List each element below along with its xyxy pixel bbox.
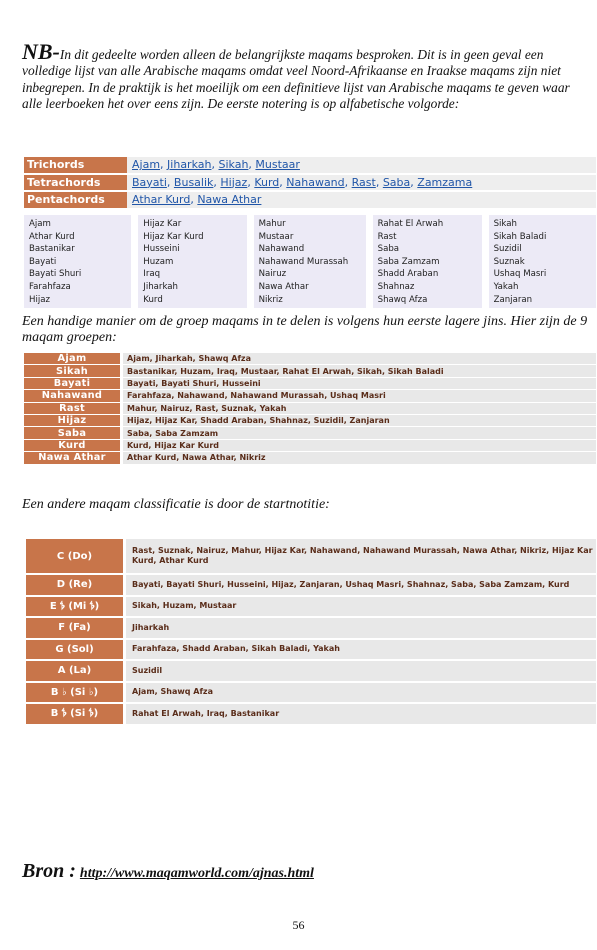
- starting-note-table: [26, 539, 596, 726]
- note-row: [26, 703, 596, 725]
- grid-maqam-name: Shahnaz: [377, 281, 415, 292]
- group-maqams: Mahur, Nairuz, Rast, Suznak, Yakah: [122, 402, 597, 414]
- grid-maqam-name: Zanjaran: [493, 294, 533, 305]
- note-maqams: Sikah, Huzam, Mustaar: [125, 596, 597, 618]
- note-row: [26, 639, 596, 661]
- grid-gap: [366, 215, 373, 308]
- jins-type-row: [24, 191, 596, 209]
- group-maqams: Bayati, Bayati Shuri, Husseini: [122, 377, 597, 389]
- note-row: [26, 596, 596, 618]
- note-label: F (Fa): [26, 617, 125, 639]
- grid-maqam-name: Nairuz: [258, 269, 287, 280]
- note-label: B ♭ (Si ♭): [26, 682, 125, 704]
- grid-maqam-name: Kurd: [143, 294, 163, 305]
- group-maqams: Kurd, Hijaz Kar Kurd: [122, 439, 597, 451]
- source-link[interactable]: http://www.maqamworld.com/ajnas.html: [79, 866, 314, 881]
- grid-maqam-name: Husseini: [143, 244, 180, 255]
- grid-maqam-name: Mustaar: [258, 231, 294, 242]
- grid-maqam-name: Rast: [377, 231, 397, 242]
- group-row: [24, 402, 596, 414]
- grid-maqam-name: Ajam: [29, 219, 51, 229]
- jins-type-row: [24, 157, 596, 174]
- jins-link[interactable]: Mustaar: [255, 158, 300, 172]
- note-maqams: Suzidil: [125, 660, 597, 682]
- page-number: 56: [292, 918, 305, 932]
- group-label: Nawa Athar: [24, 452, 122, 464]
- group-label: Bayati: [24, 377, 122, 389]
- grid-maqam-name: Shawq Afza: [377, 294, 428, 305]
- grid-maqam-name: Sikah: [493, 219, 517, 229]
- group-row: [24, 452, 596, 464]
- grid-maqam-name: Huzam: [143, 256, 174, 267]
- grid-column: [254, 215, 366, 308]
- group-maqams: Hijaz, Hijaz Kar, Shadd Araban, Shahnaz, Suzidil, Zanjaran: [122, 414, 597, 426]
- group-label: Nahawand: [24, 390, 122, 402]
- grid-maqam-name: Ushaq Masri: [493, 269, 547, 280]
- note-label: E 𝄳 (Mi 𝄳): [26, 596, 125, 618]
- grid-maqam-name: Nahawand: [258, 244, 305, 255]
- jins-types-table: [24, 157, 596, 210]
- grid-gap: [247, 215, 254, 308]
- note-maqams: Rahat El Arwah, Iraq, Bastanikar: [125, 703, 597, 725]
- jins-link[interactable]: Sikah: [218, 158, 249, 172]
- note-label: B 𝄳 (Si 𝄳): [26, 703, 125, 725]
- note-row: [26, 539, 596, 574]
- note-row: [26, 574, 596, 596]
- group-label: Ajam: [24, 353, 122, 365]
- grid-maqam-name: Saba Zamzam: [377, 256, 440, 267]
- note-maqams: Jiharkah: [125, 617, 597, 639]
- jins-link[interactable]: Nahawand: [286, 175, 345, 189]
- jins-link[interactable]: Hijaz: [220, 175, 248, 189]
- grid-column: [138, 215, 246, 308]
- grid-column: [489, 215, 596, 308]
- jins-type-items: Bayati, Busalik, Hijaz, Kurd, Nahawand, Rast, Saba, Zamzama: [127, 174, 596, 192]
- groups-intro: Een handige manier om de groep maqams in te delen is volgens hun eerste lagere jins. Hier zijn de 9 maqam groepen:: [22, 314, 588, 346]
- jins-link[interactable]: Rast: [351, 175, 376, 189]
- note-maqams: Ajam, Shawq Afza: [125, 682, 597, 704]
- grid-maqam-name: Bastanikar: [29, 244, 75, 255]
- note-row: [26, 660, 596, 682]
- note-label: C (Do): [26, 539, 125, 574]
- group-label: Saba: [24, 427, 122, 439]
- maqam-groups-table: [24, 353, 596, 465]
- jins-type-label: Trichords: [24, 157, 127, 174]
- note-row: [26, 682, 596, 704]
- jins-link[interactable]: Kurd: [254, 175, 280, 189]
- notes-intro: Een andere maqam classificatie is door de startnotitie:: [22, 497, 330, 512]
- jins-type-label: Pentachords: [24, 191, 127, 209]
- grid-gap: [131, 215, 138, 308]
- jins-link[interactable]: Saba: [382, 175, 411, 189]
- grid-maqam-name: Hijaz: [29, 294, 51, 305]
- group-label: Hijaz: [24, 414, 122, 426]
- group-row: [24, 390, 596, 402]
- grid-maqam-name: Rahat El Arwah: [377, 219, 444, 229]
- group-maqams: Farahfaza, Nahawand, Nahawand Murassah, Ushaq Masri: [122, 390, 597, 402]
- grid-maqam-name: Shadd Araban: [377, 269, 439, 280]
- grid-maqam-name: Mahur: [258, 219, 286, 229]
- jins-link[interactable]: Athar Kurd: [132, 193, 191, 207]
- group-maqams: Athar Kurd, Nawa Athar, Nikriz: [122, 452, 597, 464]
- grid-maqam-name: Hijaz Kar Kurd: [143, 231, 204, 242]
- group-row: [24, 365, 596, 377]
- group-label: Rast: [24, 402, 122, 414]
- nb-marker: NB-: [22, 39, 60, 64]
- intro-paragraph: [22, 39, 592, 113]
- grid-maqam-name: Iraq: [143, 269, 161, 280]
- jins-link[interactable]: Busalik: [173, 175, 214, 189]
- group-row: [24, 377, 596, 389]
- grid-maqam-name: Bayati: [29, 256, 57, 267]
- group-label: Sikah: [24, 365, 122, 377]
- grid-maqam-name: Jiharkah: [143, 281, 178, 292]
- grid-maqam-name: Saba: [377, 244, 400, 255]
- maqam-alphabetical-grid: [24, 215, 596, 308]
- grid-maqam-name: Nawa Athar: [258, 281, 309, 292]
- intro-text: In dit gedeelte worden alleen de belangrijkste maqams besproken. Dit is in geen geval een volledige lijst van alle Arabische maqams omdat veel Noord-Afrikaanse en Iraakse maqams zijn niet inbegrepen. In de praktijk is het moeilijk om een definitieve lijst van Arabische maqams te geven waar alle leerboeken het over eens zijn. De eerste notering is op alfabetische volgorde:: [22, 47, 570, 112]
- grid-maqam-name: Farahfaza: [29, 281, 71, 292]
- group-row: [24, 439, 596, 451]
- grid-maqam-name: Hijaz Kar: [143, 219, 182, 229]
- jins-link[interactable]: Ajam: [132, 158, 161, 172]
- jins-link[interactable]: Jiharkah: [167, 158, 212, 172]
- source-line: [22, 860, 314, 883]
- grid-gap: [482, 215, 489, 308]
- grid-maqam-name: Nahawand Murassah: [258, 256, 349, 267]
- grid-maqam-name: Suzidil: [493, 244, 522, 255]
- group-row: [24, 414, 596, 426]
- group-row: [24, 353, 596, 365]
- source-label: Bron :: [22, 860, 76, 882]
- grid-maqam-name: Suznak: [493, 256, 525, 267]
- group-row: [24, 427, 596, 439]
- note-maqams: Bayati, Bayati Shuri, Husseini, Hijaz, Zanjaran, Ushaq Masri, Shahnaz, Saba, Saba Zamzam, Kurd: [125, 574, 597, 596]
- jins-type-items: Ajam, Jiharkah, Sikah, Mustaar: [127, 157, 596, 174]
- grid-maqam-name: Athar Kurd: [29, 231, 75, 242]
- grid-column: [373, 215, 482, 308]
- note-maqams: Farahfaza, Shadd Araban, Sikah Baladi, Yakah: [125, 639, 597, 661]
- note-label: D (Re): [26, 574, 125, 596]
- note-row: [26, 617, 596, 639]
- group-maqams: Ajam, Jiharkah, Shawq Afza: [122, 353, 597, 365]
- grid-column: [24, 215, 131, 308]
- jins-type-items: Athar Kurd, Nawa Athar: [127, 191, 596, 209]
- group-maqams: Saba, Saba Zamzam: [122, 427, 597, 439]
- jins-type-label: Tetrachords: [24, 174, 127, 192]
- jins-link[interactable]: Nawa Athar: [197, 193, 262, 207]
- grid-maqam-name: Yakah: [493, 281, 519, 292]
- jins-link[interactable]: Zamzama: [417, 175, 473, 189]
- jins-type-row: [24, 174, 596, 192]
- grid-maqam-name: Bayati Shuri: [29, 269, 82, 280]
- grid-maqam-name: Nikriz: [258, 294, 283, 305]
- group-label: Kurd: [24, 439, 122, 451]
- note-maqams: Rast, Suznak, Nairuz, Mahur, Hijaz Kar, Nahawand, Nahawand Murassah, Nawa Athar, Nikriz, Hijaz Kar Kurd, Athar Kurd: [125, 539, 597, 574]
- group-maqams: Bastanikar, Huzam, Iraq, Mustaar, Rahat El Arwah, Sikah, Sikah Baladi: [122, 365, 597, 377]
- jins-link[interactable]: Bayati: [132, 175, 167, 189]
- note-label: G (Sol): [26, 639, 125, 661]
- note-label: A (La): [26, 660, 125, 682]
- grid-maqam-name: Sikah Baladi: [493, 231, 547, 242]
